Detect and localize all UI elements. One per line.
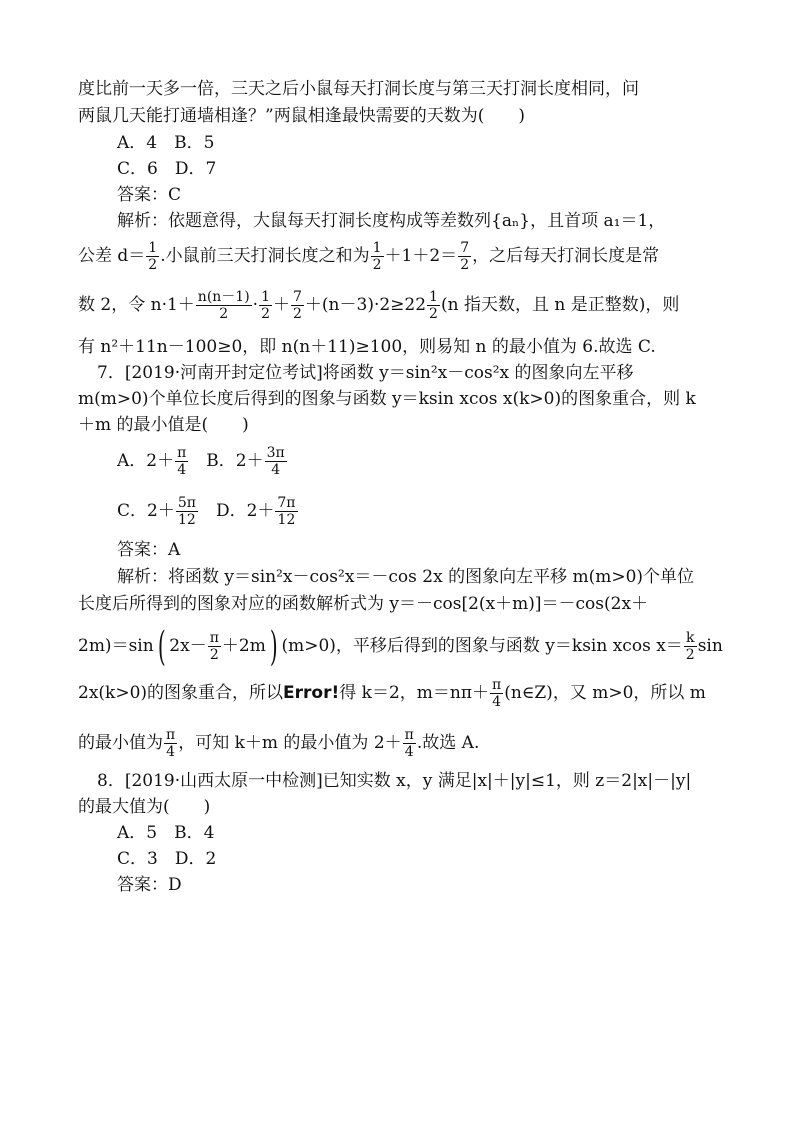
q7-answer: 答案：A — [117, 540, 181, 560]
q6-explanation-line-3: 数 2，令 n·1＋ $\frac{n(n-1)}{2}$ · $\frac{1}{2}$ ＋ $\frac{7}{2}$ ＋(n－3)·2≥22 $\frac{1}{2}$ (n 指天数，且 n 是正整数)，则 — [78, 289, 680, 322]
q8-answer: 答案：D — [117, 875, 182, 895]
fraction: $\frac{\pi}{4}$ — [166, 727, 176, 760]
q7-explanation-line-3: 2m)＝sin( 2x－ $\frac{\pi}{2}$ ＋2m) (m>0)，平移后得到的图象与函数 y＝ksin xcos x＝ $\frac{k}{2}$ sin — [78, 623, 723, 670]
q6-exp-text: 公差 d＝ — [78, 246, 146, 266]
q6-options-cd: C．6 D．7 — [117, 159, 217, 179]
fraction: $\frac{1}{2}$ — [429, 289, 438, 322]
q8-options-ab: A．5 B．4 — [117, 823, 215, 843]
fraction: $\frac{7\pi}{12}$ — [277, 495, 296, 528]
q6-answer: 答案：C — [117, 185, 182, 205]
q6-options-ab: A．4 B．5 — [117, 133, 215, 153]
fraction: $\frac{\pi}{4}$ — [177, 445, 187, 478]
fraction: $\frac{\pi}{4}$ — [492, 677, 502, 710]
fraction: $\frac{1}{2}$ — [372, 240, 382, 273]
q7-explanation-line-5: 的最小值为 $\frac{\pi}{4}$ ，可知 k＋m 的最小值为 2＋ $\frac{\pi}{4}$ .故选 A. — [78, 727, 480, 760]
q7-stem-line-3: ＋m 的最小值是( ) — [78, 415, 249, 435]
fraction: $\frac{7}{2}$ — [293, 289, 302, 322]
q8-options-cd: C．3 D．2 — [117, 849, 217, 869]
q6-explanation-line-2: 公差 d＝ $\frac{1}{2}$ .小鼠前三天打洞长度之和为 $\frac{1}{2}$ ＋1＋2＝ $\frac{7}{2}$ ，之后每天打洞长度是常 — [78, 240, 660, 273]
q7-options-cd: C．2＋ $\frac{5\pi}{12}$ D．2＋ $\frac{7\pi}{12}$ — [117, 495, 296, 528]
q7-stem-line-1: 7．[2019·河南开封定位考试]将函数 y＝sin²x－cos²x 的图象向左平移 — [97, 363, 634, 383]
q7-explanation-line-4: 2x(k>0)的图象重合，所以Error!得 k＝2，m＝nπ＋ $\frac{\pi}{4}$ (n∈Z)，又 m>0，所以 m — [78, 677, 706, 710]
q8-stem-line-1: 8．[2019·山西太原一中检测]已知实数 x，y 满足|x|＋|y|≤1，则 z＝2|x|－|y| — [97, 771, 692, 791]
fraction: $\frac{7}{2}$ — [460, 240, 470, 273]
fraction: $\frac{k}{2}$ — [685, 630, 695, 663]
fraction: $\frac{1}{2}$ — [148, 240, 158, 273]
q7-explanation-line-2: 长度后所得到的图象对应的函数解析式为 y＝－cos[2(x＋m)]＝－cos(2x＋ — [78, 594, 649, 614]
q8-stem-line-2: 的最大值为( ) — [78, 797, 211, 817]
q7-options-ab: A．2＋ $\frac{\pi}{4}$ B．2＋ $\frac{3\pi}{4}$ — [117, 445, 285, 478]
right-paren: ) — [269, 623, 278, 670]
fraction: $\frac{\pi}{2}$ — [209, 630, 219, 663]
q6-explanation-line-4: 有 n²＋11n－100≥0，即 n(n＋11)≥100，则易知 n 的最小值为 6.故选 C. — [78, 337, 656, 357]
fraction: $\frac{1}{2}$ — [261, 289, 270, 322]
q6-explanation-line-1: 解析：依题意得，大鼠每天打洞长度构成等差数列{aₙ}，且首项 a₁＝1， — [117, 211, 666, 231]
error-text: Error! — [283, 683, 340, 703]
left-paren: ( — [157, 623, 166, 670]
q6-text-line-1: 度比前一天多一倍，三天之后小鼠每天打洞长度与第三天打洞长度相同，问 — [78, 79, 639, 99]
fraction: $\frac{n(n-1)}{2}$ — [197, 289, 250, 322]
fraction: $\frac{5\pi}{12}$ — [177, 495, 196, 528]
q7-explanation-line-1: 解析：将函数 y＝sin²x－cos²x＝－cos 2x 的图象向左平移 m(m>0)个单位 — [117, 567, 695, 587]
fraction: $\frac{\pi}{4}$ — [404, 727, 414, 760]
q6-text-line-2: 两鼠几天能打通墙相逢？”两鼠相逢最快需要的天数为( ) — [78, 106, 525, 126]
fraction: $\frac{3\pi}{4}$ — [266, 445, 285, 478]
q7-stem-line-2: m(m>0)个单位长度后得到的图象与函数 y＝ksin xcos x(k>0)的图象重合，则 k — [78, 389, 696, 409]
